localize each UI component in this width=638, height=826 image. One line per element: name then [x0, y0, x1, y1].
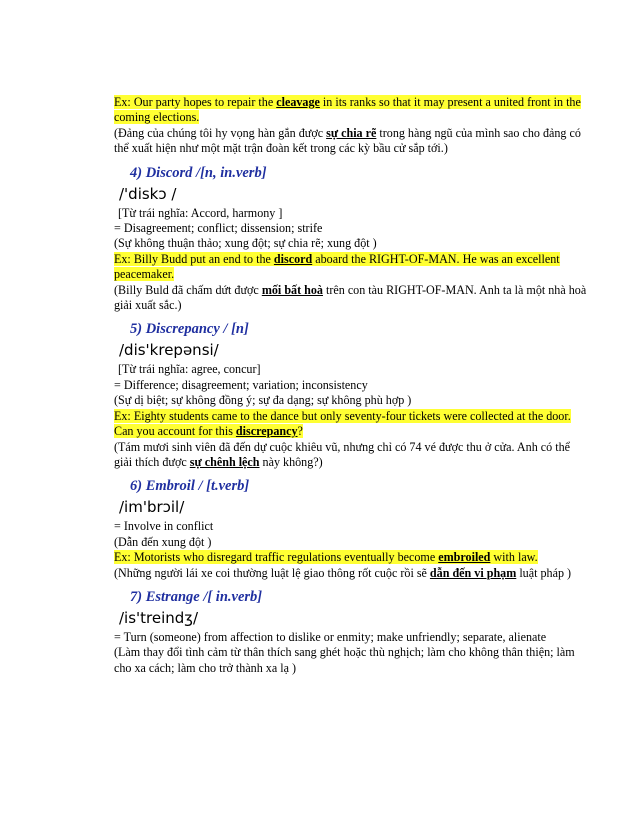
example-text: aboard the RIGHT-OF-MAN. He was an excellent peacemaker.: [114, 251, 560, 282]
example-text: Ex: Billy Budd put an end to the: [114, 251, 274, 266]
example-text: Ex: Eighty students came to the dance but only seventy-four tickets were collected at the door. Can you account for this: [114, 408, 571, 439]
pronunciation: /dis'krepənsi/: [119, 341, 219, 360]
keyword-vi: dẫn đến vi phạm: [429, 565, 517, 580]
example-vi: [114, 440, 588, 471]
translation-text: trong hàng ngũ của mình sao cho đảng có thể xuất hiện như một mặt trận đoàn kết trong các kỳ bầu cử sắp tới.): [114, 125, 581, 156]
keyword-vi: mối bất hoà: [261, 282, 323, 297]
translation-text: (Đảng của chúng tôi hy vọng hàn gắn được: [114, 125, 327, 140]
keyword: discord: [273, 251, 313, 266]
example-text: ?: [297, 424, 303, 439]
translation-text: này không?): [259, 454, 323, 469]
keyword-vi: sự chia rẽ: [326, 125, 377, 140]
example-text: Ex: Our party hopes to repair the: [114, 95, 277, 109]
keyword: discrepancy: [235, 424, 298, 439]
entry-heading: [130, 164, 588, 182]
entry-heading-text: 6) Embroil / [t.verb]: [130, 478, 250, 495]
pronunciation: /'diskɔ /: [119, 184, 177, 203]
entry-heading: [130, 588, 588, 606]
entry-heading-text: 4) Discord /[n, in.verb]: [130, 164, 267, 181]
keyword-vi: sự chênh lệch: [189, 454, 260, 469]
translation-text: (Billy Buld đã chấm dứt được: [114, 282, 262, 297]
antonym-line: [Từ trái nghĩa: Accord, harmony ]: [118, 205, 283, 220]
vocab-entry-embroil: [114, 477, 588, 581]
intro-example: [114, 95, 588, 157]
example-text: with law.: [490, 550, 538, 565]
example-en: [114, 252, 588, 283]
synonym-line: = Disagreement; conflict; dissension; strife: [114, 221, 323, 236]
synonym-line: = Involve in conflict: [114, 519, 214, 534]
vi-definition: (Sự không thuận thảo; xung đột; sự chia rẽ; xung đột ): [114, 236, 377, 251]
entry-heading: [130, 320, 588, 338]
entry-heading-text: 7) Estrange /[ in.verb]: [130, 588, 263, 605]
translation-text: (Tám mươi sinh viên đã đến dự cuộc khiêu vũ, nhưng chỉ có 74 vé được thu ở cửa. Anh có thể giải thích được: [114, 439, 570, 469]
example-text: Ex: Motorists who disregard traffic regulations eventually become: [114, 550, 439, 565]
keyword: cleavage: [276, 95, 320, 109]
translation-text: trên con tàu RIGHT-OF-MAN. Anh ta là một nhà hoà giải xuất sắc.): [114, 282, 587, 313]
vocab-entry-discrepancy: [114, 320, 588, 470]
vi-definition: (Dẫn đến xung đột ): [114, 534, 212, 549]
example-en: [114, 95, 588, 126]
example-vi: [114, 566, 588, 581]
vocab-entry-estrange: [114, 588, 588, 676]
vi-definition: (Sự dị biệt; sự không đồng ý; sự đa dạng; sự không phù hợp ): [114, 393, 412, 408]
example-en: [114, 409, 588, 440]
document-page: [114, 95, 588, 682]
example-en: [114, 550, 588, 565]
translation-text: luật pháp ): [516, 565, 572, 580]
translation-text: (Những người lái xe coi thường luật lệ giao thông rốt cuộc rồi sẽ: [114, 565, 430, 580]
synonym-line: = Turn (someone) from affection to dislike or enmity; make unfriendly; separate, alienate: [114, 629, 547, 644]
pronunciation: /is'treindʒ/: [119, 608, 199, 627]
example-vi: [114, 283, 588, 314]
keyword: embroiled: [438, 550, 491, 565]
vi-definition: (Làm thay đổi tình cảm từ thân thích sang ghét hoặc thù nghịch; làm cho không thân thiện; làm cho xa cách; làm cho trở thành xa lạ ): [114, 645, 575, 675]
entry-heading: [130, 477, 588, 495]
pronunciation: /im'brɔil/: [119, 498, 185, 517]
example-text: in its ranks so that it may present a united front in the coming elections.: [114, 95, 581, 125]
entry-heading-text: 5) Discrepancy / [n]: [130, 321, 249, 338]
synonym-line: = Difference; disagreement; variation; inconsistency: [114, 377, 368, 392]
vocab-entry-discord: [114, 164, 588, 314]
example-vi: [114, 126, 588, 157]
antonym-line: [Từ trái nghĩa: agree, concur]: [118, 362, 261, 377]
